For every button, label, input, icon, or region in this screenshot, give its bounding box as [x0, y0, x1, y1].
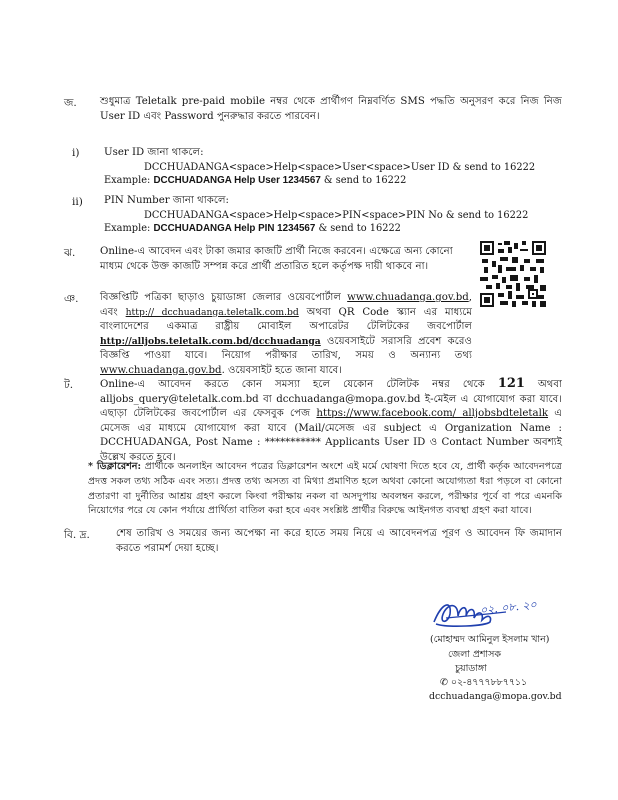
- text: এ মেসেজ এর মাধ্যমে যোগাযোগ করা যাবে (Mail/মেসেজ এর subject এ Organization Name : DCCHUADANGA, Post Name : *********** Applicants User ID ও Contact Number অবশ্যই উল্লেখ করতে হবে।: [100, 408, 562, 463]
- signatory-district: চুয়াডাঙ্গা: [455, 663, 487, 674]
- item-i-example: [104, 174, 406, 189]
- link-teletalk-dc[interactable]: http:// dcchuadanga.teletalk.com.bd: [125, 306, 299, 318]
- example-label: Example:: [104, 223, 151, 234]
- qr-code-icon: [480, 241, 546, 307]
- item-ja-text: শুধুমাত্র Teletalk pre-paid mobile নম্বর থেকে প্রার্থীগণ নিম্নবর্ণিত SMS পদ্ধতি অনুসরণ করে নিজ নিজ User ID এবং Password পুনরুদ্ধার করতে পারবেন।: [100, 96, 562, 122]
- text: অথবা: [306, 306, 331, 318]
- item-jha-marker: ঝ.: [64, 247, 76, 259]
- text: , এবং: [100, 292, 472, 318]
- signatory-email[interactable]: dcchuadanga@mopa.gov.bd: [429, 691, 562, 702]
- declaration-label: * ডিক্লারেশন:: [88, 461, 142, 472]
- signatory-designation: জেলা প্রশাসক: [448, 649, 501, 660]
- item-ii-sms-format: DCCHUADANGA<space>Help<space>PIN<space>PIN No & send to 16222: [144, 210, 529, 221]
- text: Online-এ আবেদন করতে কোন সমস্যা হলে যেকোন টেলিটক নম্বর থেকে: [100, 379, 485, 390]
- signature-date: ০২. ০৮. ২০: [479, 598, 538, 617]
- item-ta-marker: ট.: [64, 379, 74, 391]
- note-text: শেষ তারিখ ও সময়ের জন্য অপেক্ষা না করে হাতে সময় নিয়ে এ আবেদনপত্র পূরণ ও আবেদন ফি জমাদান করতে পরামর্শ দেয়া হচ্ছে।: [116, 528, 562, 554]
- declaration-text: প্রার্থীকে অনলাইন আবেদন পত্রের ডিক্লারেশন অংশে এই মর্মে ঘোষণা দিতে হবে যে, প্রার্থী কর্তৃক আবেদনপত্রে প্রদত্ত সকল তথ্য সঠিক এবং সত্য। প্রদত্ত তথ্য অসত্য বা মিথ্যা প্রমাণিত হলে অথবা কোনো অযোগ্যতা ধরা পড়লে বা কোনো প্রতারণা বা দুর্নীতির আশ্রয় গ্রহণ করলে কিংবা পরীক্ষায় নকল বা অসদুপায় অবলম্বন করলে, পরীক্ষার পূর্বে বা পরে এমনকি নিয়োগের পরে যে কোন পর্যায়ে প্রার্থিতা বাতিল করা হবে এবং সংশ্লিষ্ট প্রার্থীর বিরুদ্ধে আইনগত ব্যবস্থা গ্রহণ করা যাবে।: [88, 461, 562, 517]
- item-ii-title: PIN Number জানা থাকলে:: [104, 195, 229, 206]
- link-chuadanga-portal-2[interactable]: www.chuadanga.gov.bd: [100, 364, 222, 376]
- item-ii-marker: ii): [72, 196, 83, 208]
- item-i-sms-format: DCCHUADANGA<space>Help<space>User<space>User ID & send to 16222: [144, 162, 536, 173]
- item-ta-text: [100, 377, 562, 465]
- qr-code-label: QR Code: [338, 306, 389, 318]
- note-marker: বি. দ্র.: [64, 529, 90, 541]
- text: বিজ্ঞপ্তিটি পত্রিকা ছাড়াও চুয়াডাঙ্গা জেলার ওয়েবপোর্টাল: [100, 292, 341, 303]
- link-facebook-page[interactable]: https://www.facebook.com/ alljobsbdteletalk: [316, 408, 549, 419]
- item-i-title: User ID জানা থাকলে:: [104, 147, 204, 158]
- example-label: Example:: [104, 175, 151, 186]
- example-tail: & send to 16222: [318, 223, 401, 234]
- declaration: [88, 460, 562, 519]
- link-alljobs[interactable]: http://alljobs.teletalk.com.bd/dcchuadanga: [100, 335, 321, 347]
- phone-icon: ✆: [440, 677, 448, 688]
- item-ja-marker: জ.: [64, 97, 77, 109]
- example-tail: & send to 16222: [323, 175, 407, 186]
- text: অথবা alljobs_query@teletalk.com.bd বা dcchuadanga@mopa.gov.bd ই-মেইল এ যোগাযোগ করা যাবে। এছাড়া টেলিটকের জবপোর্টাল এর ফেসবুক পেজ: [100, 379, 562, 419]
- phone-number: ০২-৪৭৭৭৮৮৭৭১১: [450, 677, 528, 688]
- signatory-name: (মোহাম্মদ আমিনুল ইসলাম খান): [430, 634, 550, 645]
- helpline-number: 121: [497, 376, 525, 391]
- signatory-phone: [440, 676, 527, 691]
- item-nya-marker: ঞ.: [64, 293, 79, 305]
- text: ওয়েবসাইটে সরাসরি প্রবেশ করেও বিজ্ঞপ্তি পাওয়া যাবে। নিয়োগ পরীক্ষার তারিখ, সময় ও অন্যান্য তথ্য: [100, 335, 472, 361]
- text: স্ক্যান এর মাধ্যমে বাংলাদেশের একমাত্র রাষ্ট্রীয় মোবাইল অপারেটর টেলিটকের জবপোর্টাল: [100, 306, 473, 332]
- item-jha-text: Online-এ আবেদন এবং টাকা জমার কাজটি প্রার্থী নিজে করবেন। এক্ষেত্রে অন্য কোনো মাধ্যম থেকে উক্ত কাজটি সম্পন্ন করে প্রার্থী প্রতারিত হলে কর্তৃপক্ষ দায়ী থাকবে না।: [100, 246, 453, 272]
- item-ii-example: [104, 222, 401, 237]
- link-chuadanga-portal[interactable]: www.chuadanga.gov.bd: [347, 292, 469, 303]
- item-i-marker: i): [72, 147, 80, 159]
- example-code: DCCHUADANGA Help User 1234567: [153, 175, 321, 186]
- example-code: DCCHUADANGA Help PIN 1234567: [153, 223, 316, 234]
- text: . ওয়েবসাইট হতে জানা যাবে।: [221, 364, 342, 376]
- item-nya-text: [100, 291, 472, 378]
